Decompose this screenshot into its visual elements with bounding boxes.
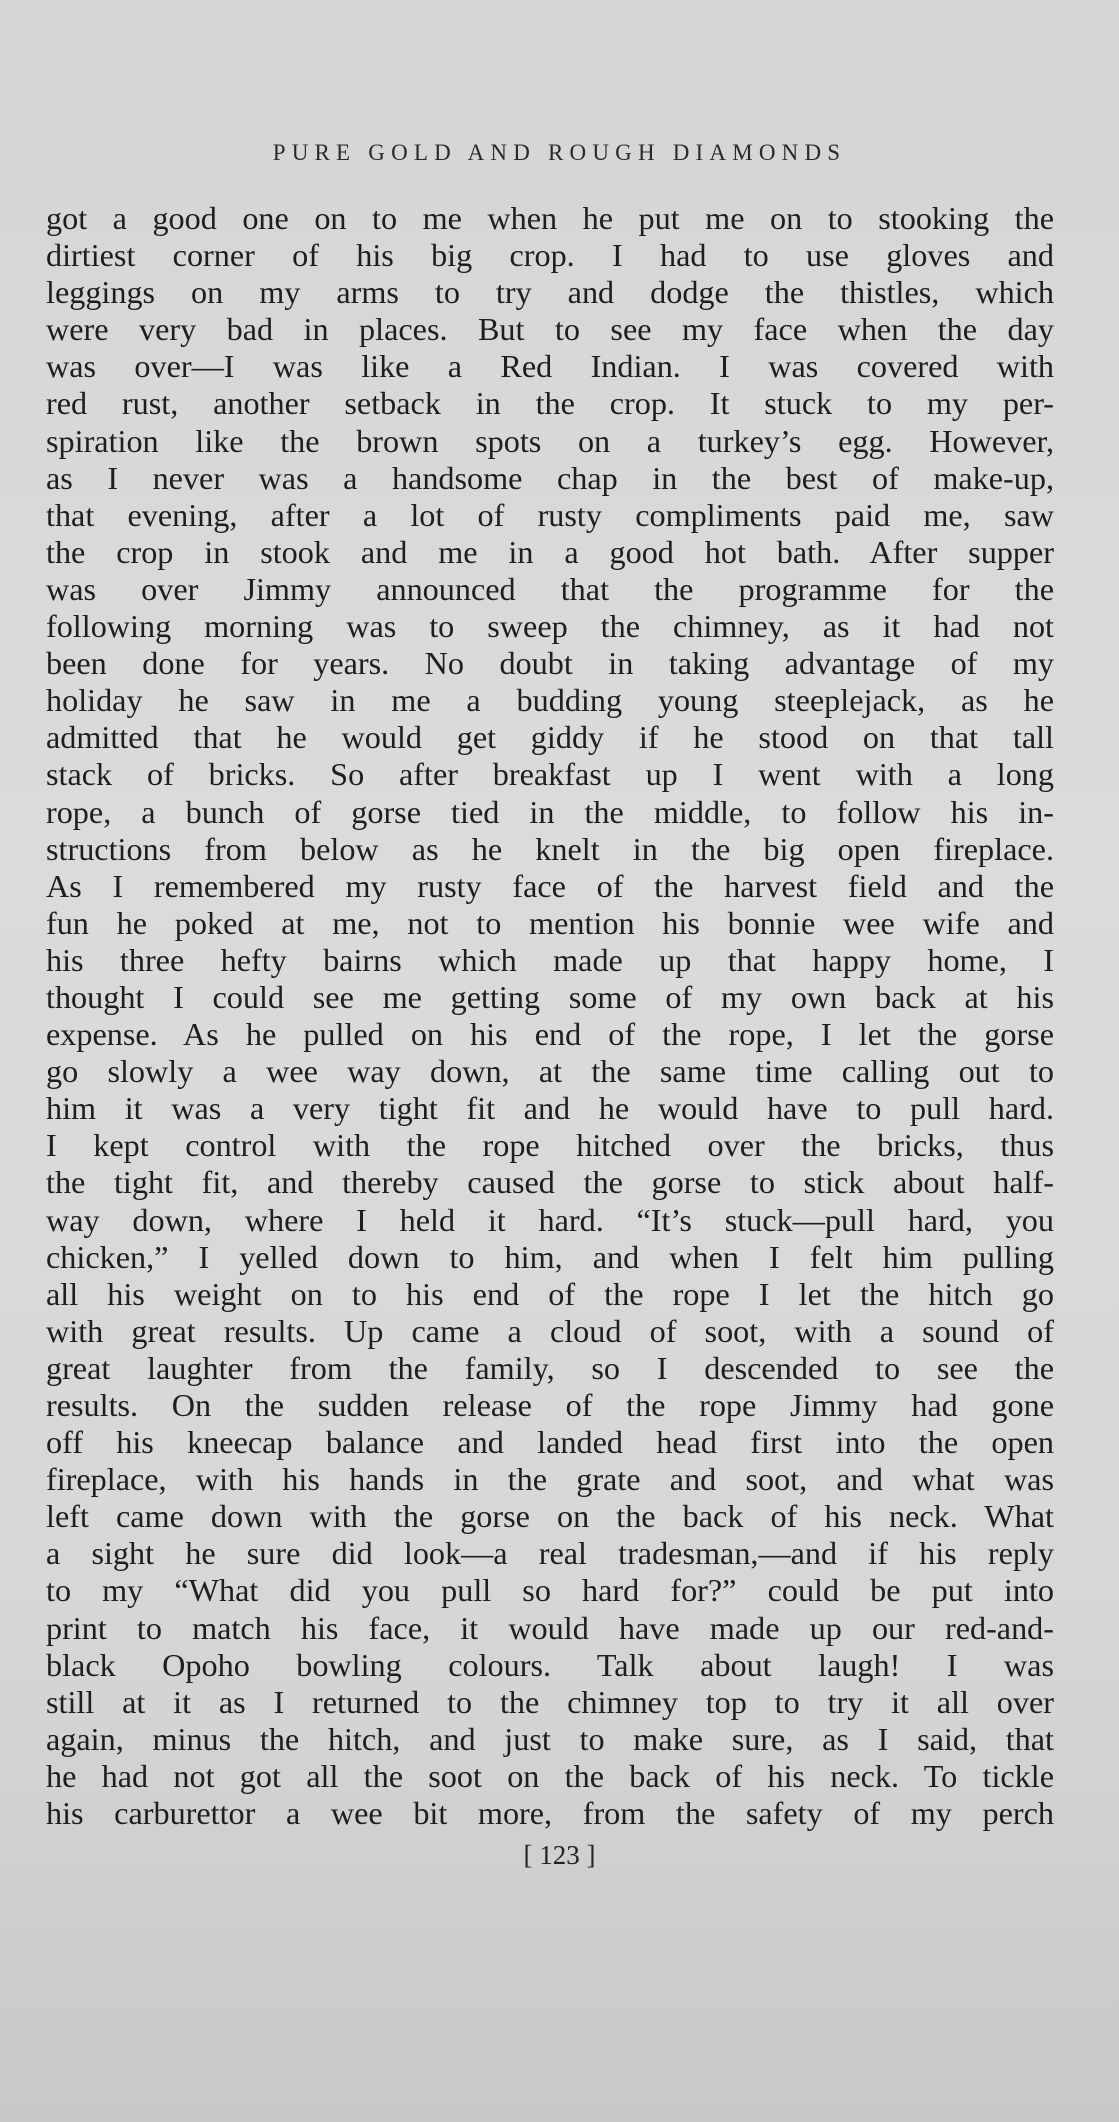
text-line: him it was a very tight fit and he would have to pull hard.	[46, 1090, 1054, 1127]
text-line: I kept control with the rope hitched over the bricks, thus	[46, 1127, 1054, 1164]
text-line: spiration like the brown spots on a turkey’s egg. However,	[46, 422, 1054, 459]
text-line: structions from below as he knelt in the big open fireplace.	[46, 830, 1054, 867]
text-line: he had not got all the soot on the back of his neck. To tickle	[46, 1757, 1054, 1794]
text-line: leggings on my arms to try and dodge the thistles, which	[46, 274, 1054, 311]
text-line: go slowly a wee way down, at the same time calling out to	[46, 1053, 1054, 1090]
text-line: the tight fit, and thereby caused the gorse to stick about half-	[46, 1164, 1054, 1201]
text-line: been done for years. No doubt in taking advantage of my	[46, 645, 1054, 682]
text-line: fireplace, with his hands in the grate and soot, and what was	[46, 1461, 1054, 1498]
text-line: way down, where I held it hard. “It’s stuck—pull hard, you	[46, 1201, 1054, 1238]
text-line: were very bad in places. But to see my face when the day	[46, 311, 1054, 348]
text-line: as I never was a handsome chap in the best of make-up,	[46, 459, 1054, 496]
text-line: fun he poked at me, not to mention his bonnie wee wife and	[46, 904, 1054, 941]
text-line: results. On the sudden release of the rope Jimmy had gone	[46, 1387, 1054, 1423]
text-line: again, minus the hitch, and just to make sure, as I said, that	[46, 1720, 1054, 1757]
text-line: all his weight on to his end of the rope I let the hitch go	[46, 1275, 1054, 1312]
text-line: with great results. Up came a cloud of soot, with a sound of	[46, 1312, 1054, 1349]
text-line: print to match his face, it would have made up our red-and-	[46, 1609, 1054, 1646]
text-line: following morning was to sweep the chimney, as it had not	[46, 608, 1054, 645]
text-line: black Opoho bowling colours. Talk about laugh! I was	[46, 1646, 1054, 1683]
text-line: holiday he saw in me a budding young steeplejack, as he	[46, 682, 1054, 719]
text-line: As I remembered my rusty face of the harvest field and the	[46, 867, 1054, 904]
text-line: got a good one on to me when he put me on to stooking the	[46, 200, 1054, 236]
text-line: left came down with the gorse on the back of his neck. What	[46, 1498, 1054, 1535]
text-line: that evening, after a lot of rusty compliments paid me, saw	[46, 496, 1054, 533]
text-line: his three hefty bairns which made up that happy home, I	[46, 941, 1054, 978]
text-line: admitted that he would get giddy if he stood on that tall	[46, 719, 1054, 756]
text-line: rope, a bunch of gorse tied in the middle, to follow his in-	[46, 793, 1054, 830]
text-line: was over Jimmy announced that the programme for the	[46, 570, 1054, 607]
text-line: great laughter from the family, so I descended to see the	[46, 1349, 1054, 1386]
text-line: his carburettor a wee bit more, from the safety of my perch	[46, 1795, 1054, 1832]
page-number: [ 123 ]	[523, 1840, 596, 1870]
text-line: still at it as I returned to the chimney top to try it all over	[46, 1683, 1054, 1720]
body-text	[46, 200, 1054, 1832]
text-line: thought I could see me getting some of my own back at his	[46, 978, 1054, 1015]
text-line: dirtiest corner of his big crop. I had to use gloves and	[46, 237, 1054, 274]
text-line: red rust, another setback in the crop. It stuck to my per-	[46, 385, 1054, 422]
text-line: the crop in stook and me in a good hot bath. After supper	[46, 533, 1054, 570]
text-line: a sight he sure did look—a real tradesman,—and if his reply	[46, 1535, 1054, 1572]
text-line: expense. As he pulled on his end of the rope, I let the gorse	[46, 1016, 1054, 1053]
text-line: stack of bricks. So after breakfast up I went with a long	[46, 756, 1054, 793]
text-line: was over—I was like a Red Indian. I was covered with	[46, 348, 1054, 385]
text-line: off his kneecap balance and landed head first into the open	[46, 1424, 1054, 1461]
running-head: PURE GOLD AND ROUGH DIAMONDS	[272, 140, 847, 165]
text-line: to my “What did you pull so hard for?” could be put into	[46, 1572, 1054, 1609]
text-line: chicken,” I yelled down to him, and when I felt him pulling	[46, 1238, 1054, 1275]
